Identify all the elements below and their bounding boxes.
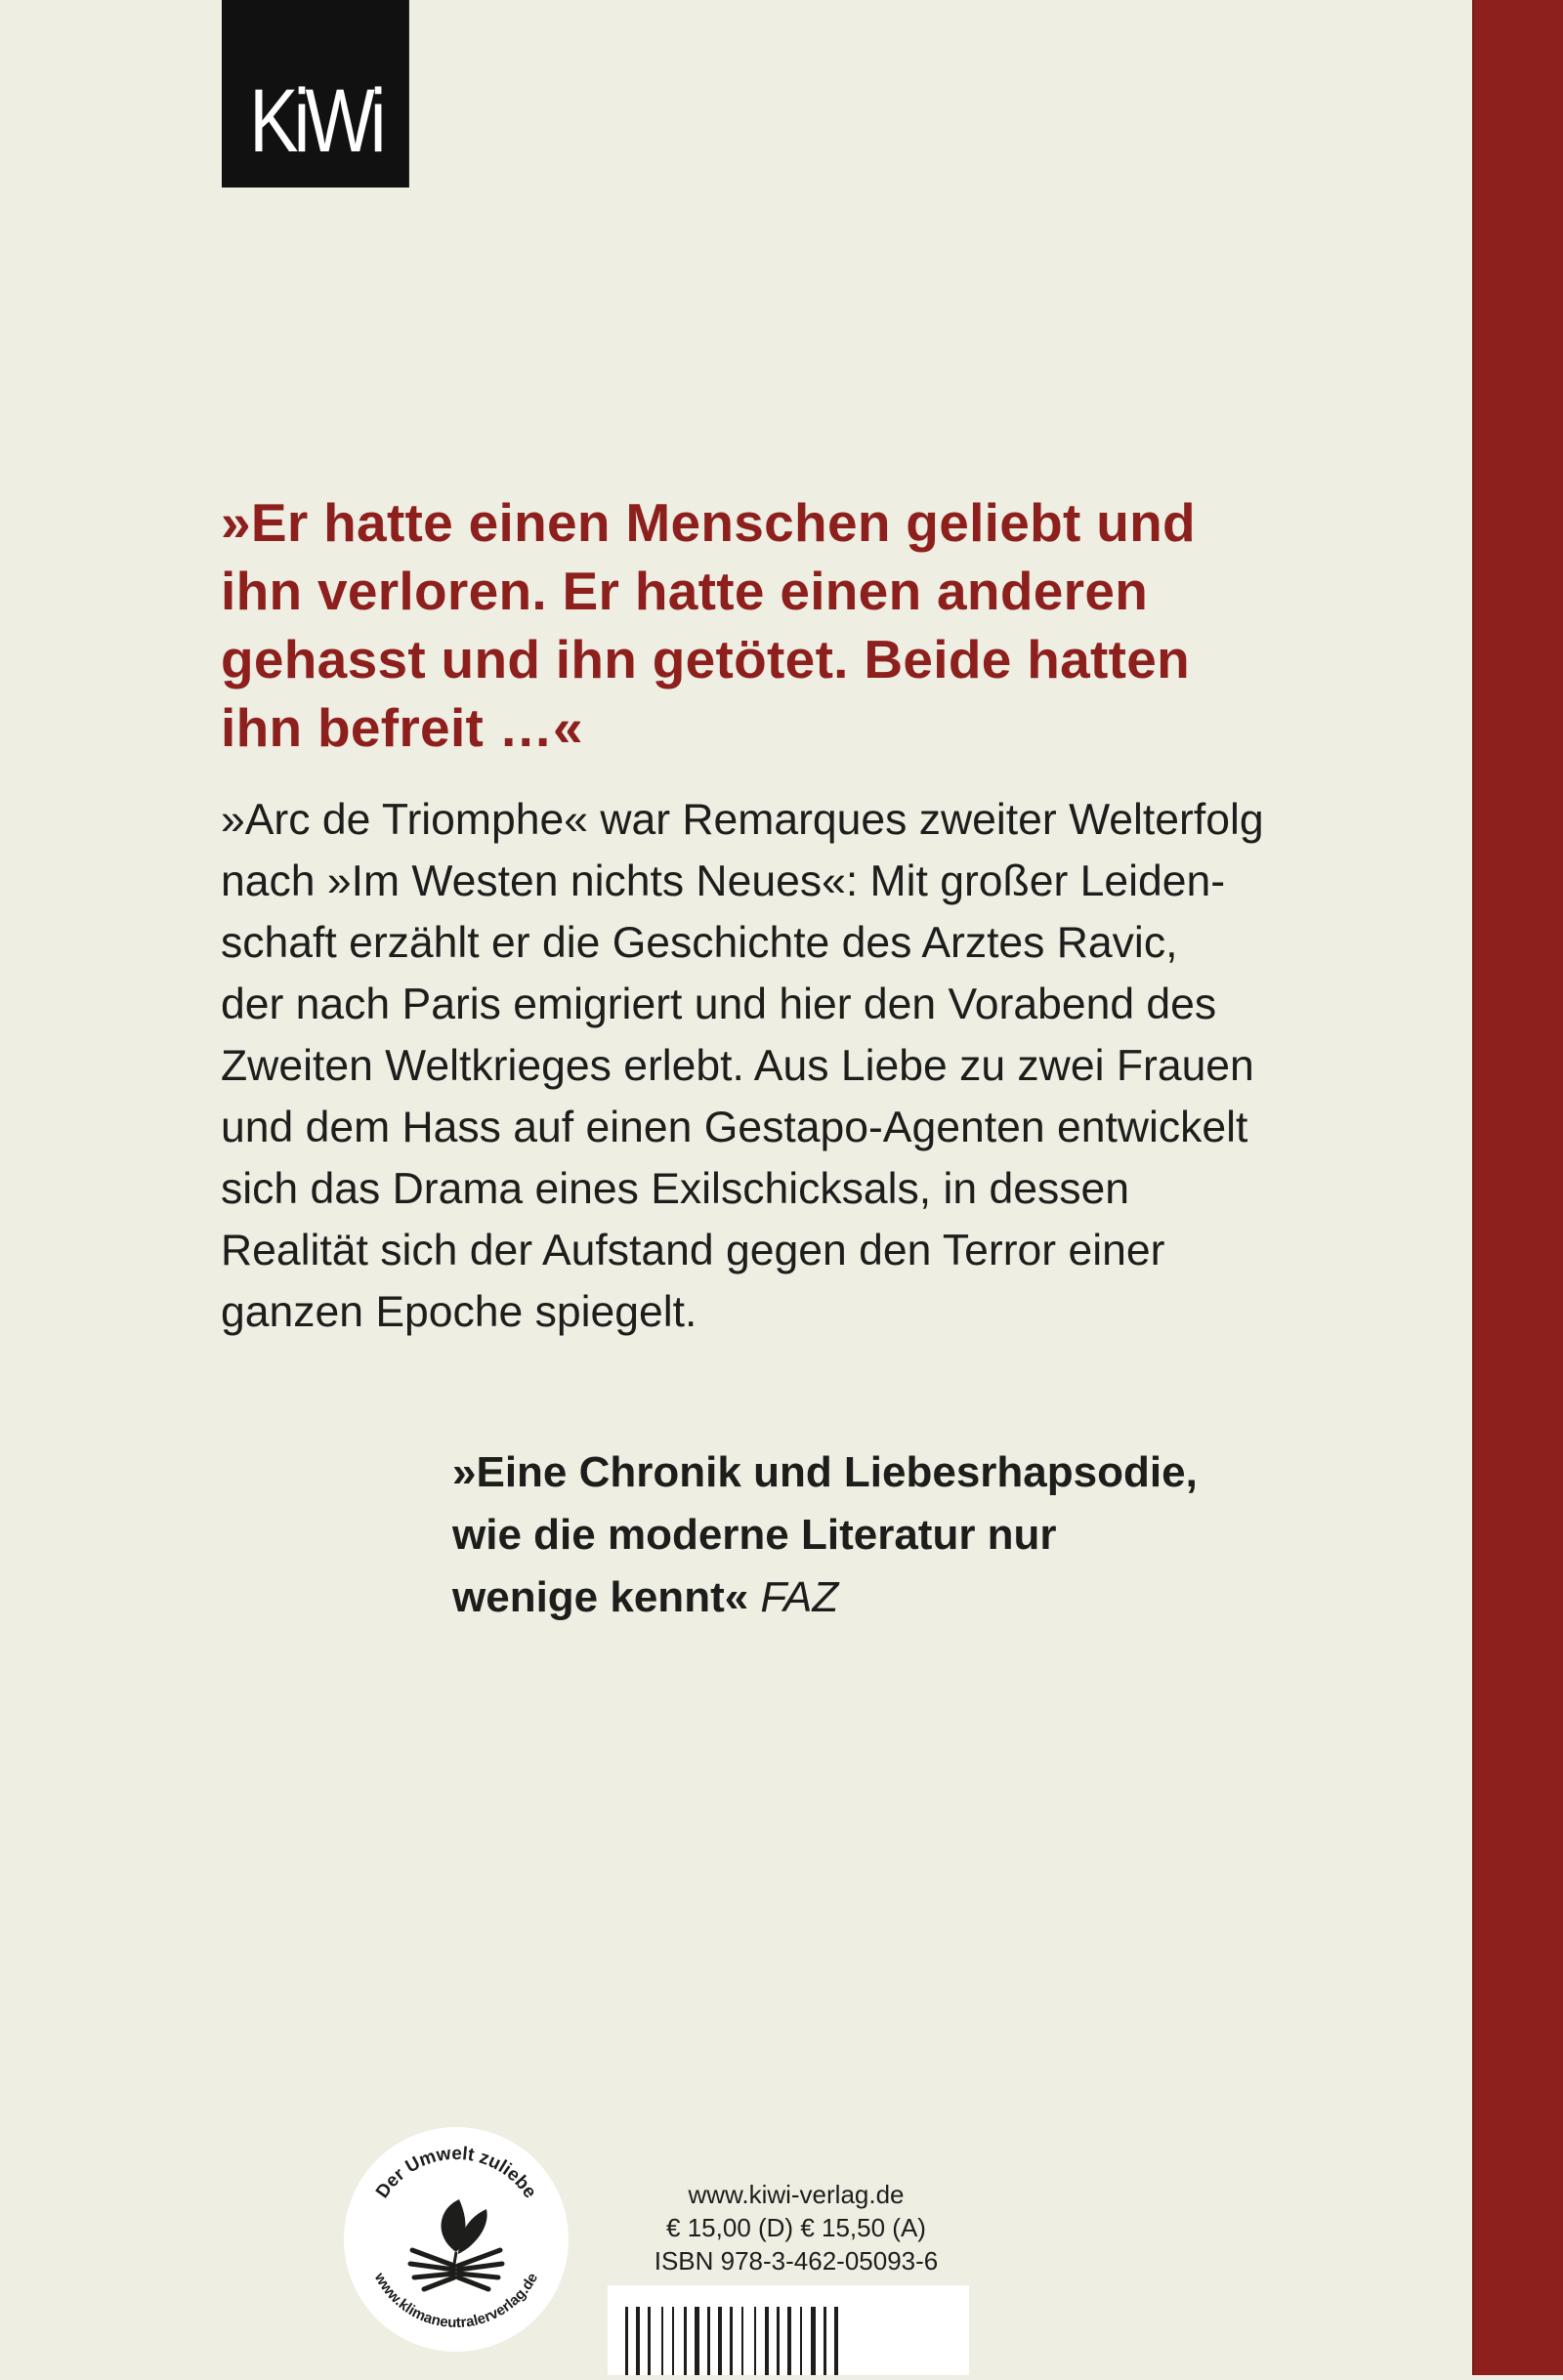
barcode-bar [765, 2307, 769, 2375]
kiwi-logo [222, 0, 409, 188]
press-quote-source: FAZ [760, 1573, 839, 1621]
barcode-bar [777, 2307, 780, 2375]
press-quote-line-last [452, 1566, 1292, 1629]
barcode-bar [730, 2307, 733, 2375]
price: € 15,00 (D) € 15,50 (A) [666, 2213, 926, 2242]
barcode-bar [672, 2307, 674, 2375]
barcode-bar [800, 2307, 802, 2375]
logo-text: KiWi [249, 71, 382, 171]
description-line: schaft erzählt er die Geschichte des Arztes Ravic, [221, 919, 1178, 967]
headline-line: ihn verloren. Er hatte einen anderen [221, 561, 1149, 621]
barcode-bar [834, 2307, 838, 2375]
barcode-bar [625, 2307, 628, 2375]
barcode-bar [636, 2307, 640, 2375]
barcode-bar [718, 2307, 722, 2375]
description-line: der nach Paris emigriert und hier den Vorabend des [221, 981, 1217, 1028]
headline-line: ihn befreit …« [221, 697, 583, 758]
press-quote-text: wenige kennt« [452, 1573, 749, 1621]
press-quote-line: wie die moderne Literatur nur [452, 1511, 1057, 1559]
barcode-bars [608, 2285, 969, 2375]
description-line: und dem Hass auf einen Gestapo-Agenten entwickelt [221, 1104, 1248, 1151]
press-quote-line: »Eine Chronik und Liebesrhapsodie, [452, 1448, 1198, 1496]
barcode-bar [707, 2307, 710, 2375]
barcode-bar [824, 2307, 826, 2375]
eco-seal [344, 2127, 569, 2352]
eco-seal-graphic [344, 2127, 569, 2352]
barcode-bar [661, 2307, 663, 2375]
description-line: ganzen Epoche spiegelt. [221, 1288, 697, 1336]
barcode-bar [648, 2307, 651, 2375]
headline-quote [221, 488, 1256, 762]
description-line: Zweiten Weltkrieges erlebt. Aus Liebe zu zwei Frauen [221, 1042, 1254, 1090]
barcode-bar [811, 2307, 816, 2375]
isbn: ISBN 978-3-462-05093-6 [654, 2246, 939, 2276]
description-line: »Arc de Triomphe« war Remarques zweiter Welterfolg [221, 796, 1264, 844]
headline-line: gehasst und ihn getötet. Beide hatten [221, 629, 1190, 689]
book-info [650, 2178, 943, 2277]
description [221, 789, 1276, 1343]
seal-top-text: Der Umwelt zuliebe [372, 2143, 541, 2202]
barcode-bar [754, 2307, 756, 2375]
description-line: Realität sich der Aufstand gegen den Terror einer [221, 1227, 1165, 1274]
svg-text:Der Umwelt zuliebe [372, 2144, 540, 2202]
press-quote [452, 1441, 1292, 1629]
barcode-bar [684, 2307, 687, 2375]
description-line: sich das Drama eines Exilschicksals, in dessen [221, 1165, 1129, 1213]
spine-stripe [1472, 0, 1563, 2375]
headline-line: »Er hatte einen Menschen geliebt und [221, 492, 1196, 553]
leaf-icon [442, 2199, 487, 2264]
barcode-bar [695, 2307, 699, 2375]
barcode-bar [787, 2307, 791, 2375]
publisher-website: www.kiwi-verlag.de [688, 2180, 905, 2209]
description-line: nach »Im Westen nichts Neues«: Mit großer Leiden- [221, 857, 1226, 905]
barcode-bar [741, 2307, 743, 2375]
barcode [608, 2285, 969, 2375]
seal-bottom-text: www.klimaneutralerverlag.de [370, 2270, 542, 2332]
